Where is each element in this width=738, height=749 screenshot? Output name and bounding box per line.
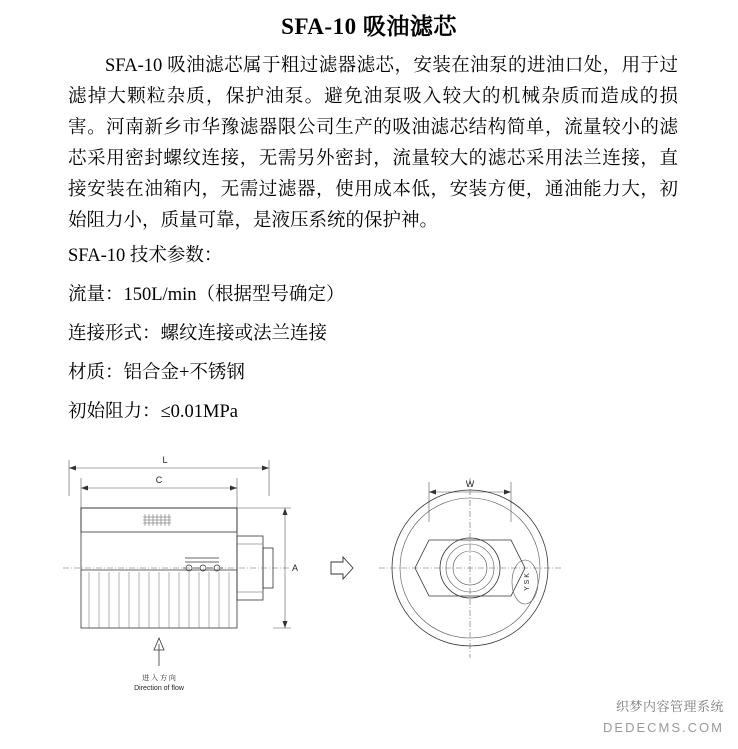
specifications-block [0, 241, 738, 428]
flow-direction-indicator [134, 638, 185, 692]
spec-initial-resistance: 初始阻力：≤0.01MPa [68, 402, 238, 422]
technical-drawing [0, 452, 738, 702]
dimension-L-label: L [162, 455, 168, 465]
document-page [0, 8, 738, 749]
filter-end-view [379, 478, 561, 658]
dimension-L [69, 455, 269, 496]
watermark-secondary: DEDECMS.COM [603, 720, 724, 735]
dimension-C [81, 475, 237, 510]
spec-flow-rate: 流量：150L/min（根据型号确定） [68, 285, 345, 305]
specs-heading: SFA-10 技术参数： [68, 246, 223, 266]
flow-label-cn: 进 入 方 向 [142, 675, 176, 682]
view-transition-arrow [331, 557, 353, 579]
product-description-paragraph: SFA-10 吸油滤芯属于粗过滤器滤芯，安装在油泵的进油口处，用于过滤掉大颗粒杂质，保护油泵。避免油泵吸入较大的机械杂质而造成的损害。河南新乡市华豫滤器限公司生产的吸油滤芯结构简单，流量较小的滤芯采用密封螺纹连接，无需另外密封，流量较大的滤芯采用法兰连接，直接安装在油箱内，无需过滤器，使用成本低，安装方便，通油能力大，初始阻力小，质量可靠，是液压系统的保护神。 [68, 56, 678, 231]
watermark-primary: 织梦内容管理系统 [615, 699, 724, 714]
dimension-C-label: C [155, 475, 163, 485]
page-title: SFA-10 吸油滤芯 [281, 14, 457, 39]
spec-material: 材质：铝合金+不锈钢 [68, 363, 245, 383]
spec-connection-type: 连接形式：螺纹连接或法兰连接 [68, 324, 328, 344]
thread-detail-marks [183, 558, 223, 571]
drawing-svg [59, 452, 679, 702]
flow-label-en: Direction of flow [134, 685, 184, 692]
dimension-W-label: W [465, 479, 475, 489]
dimension-A-label: A [292, 563, 299, 573]
end-view-brand-label: Y S K [524, 573, 531, 591]
